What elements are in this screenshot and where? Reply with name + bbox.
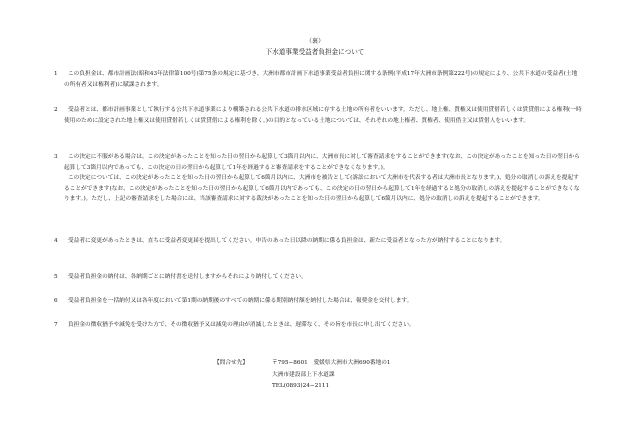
item-number: 4 — [54, 238, 58, 244]
document-title: 下水道事業受益者負担金について — [265, 48, 365, 56]
list-item — [54, 69, 582, 90]
item-number: 7 — [54, 322, 58, 328]
contact-address: 〒795−8601 愛媛県大洲市大洲690番地の1 — [272, 360, 391, 366]
item-number: 3 — [54, 154, 58, 160]
list-item — [54, 236, 582, 247]
contact-phone: TEL(0893)24−2111 — [272, 383, 330, 389]
contact-department: 大洲市建設部上下水道課 — [272, 371, 335, 378]
item-number: 5 — [54, 274, 58, 280]
item-number: 2 — [54, 107, 58, 113]
item-text: この決定については、この決定があったことを知った日の翌日から起算して6箇月以内に、大洲市を被告として(訴訟において大洲市を代表する者は大洲市長となります。)、処分の取消しの訴えを提起することができます(なお、この決定があったことを知った日の翌日から起算して6箇月以内であっても、この決定の日の翌日から起算して1年を経過すると処分の取消しの訴えを提起することができなくなります。)。ただし、上記の審査請求をした場合には、当該審査請求に対する裁決があったことを知った日の翌日から起算して6箇月以内に、処分の取消しの訴えを提起することができます。 — [64, 175, 580, 203]
item-text: 受益者とは、都市計画事業として執行する公共下水道事業により構築される公共下水道の排水区域に存する土地の所有者をいいます。ただし、地上権、質権又は使用貸借若しくは賃貸借による権利(一時使用のために設定された地上権又は使用貸借若しくは賃貸借による権利を除く。)の目的となっている土地については、それぞれの地上権者、質権者、使用借主又は賃借人をいいます。 — [64, 107, 582, 124]
item-text: 受益者負担金を一括納付又は各年度において第1期の納期後のすべての納期に係る期別納付額を納付した場合は、報奨金を交付します。 — [68, 298, 413, 304]
item-text: 負担金の徴収猶予や減免を受けた方で、その徴収猶予又は減免の理由が消滅したときは、遅滞なく、その旨を市長に申し出てください。 — [68, 322, 415, 328]
contact-label: 【問合せ先】 — [214, 360, 249, 366]
list-item — [54, 320, 582, 331]
list-item — [54, 272, 582, 283]
list-item — [54, 152, 582, 205]
item-number: 1 — [54, 71, 58, 77]
item-text: 受益者負担金の納付は、各納期ごとに納付書を送付しますからそれにより納付してください。 — [68, 274, 307, 280]
item-text: 受益者に変更があったときは、直ちに受益者変更届を提出してください。申告のあった日以降の納期に係る負担金は、新たに受益者となった方が納付することになります。 — [68, 238, 506, 244]
item-text: この決定に不服がある場合は、この決定があったことを知った日の翌日から起算して3箇月以内に、大洲市長に対して審査請求をすることができます(なお、この決定があったことを知った日の翌日から起算して3箇月以内であっても、この決定の日の翌日から起算して1年を経過すると審査請求をすることができなくなります。)。 — [64, 154, 580, 171]
list-item — [54, 296, 582, 307]
reverse-side-label: （裏） — [305, 38, 325, 45]
item-number: 6 — [54, 298, 58, 304]
list-item — [54, 105, 582, 126]
item-text: この負担金は、都市計画法(昭和43年法律第100号)第75条の規定に基づき、大洲市都市計画下水道事業受益者負担に関する条例(平成17年大洲市条例第222号)の規定により、公共下水道の受益者(土地の所有者又は権利者)に賦課されます。 — [64, 71, 578, 88]
